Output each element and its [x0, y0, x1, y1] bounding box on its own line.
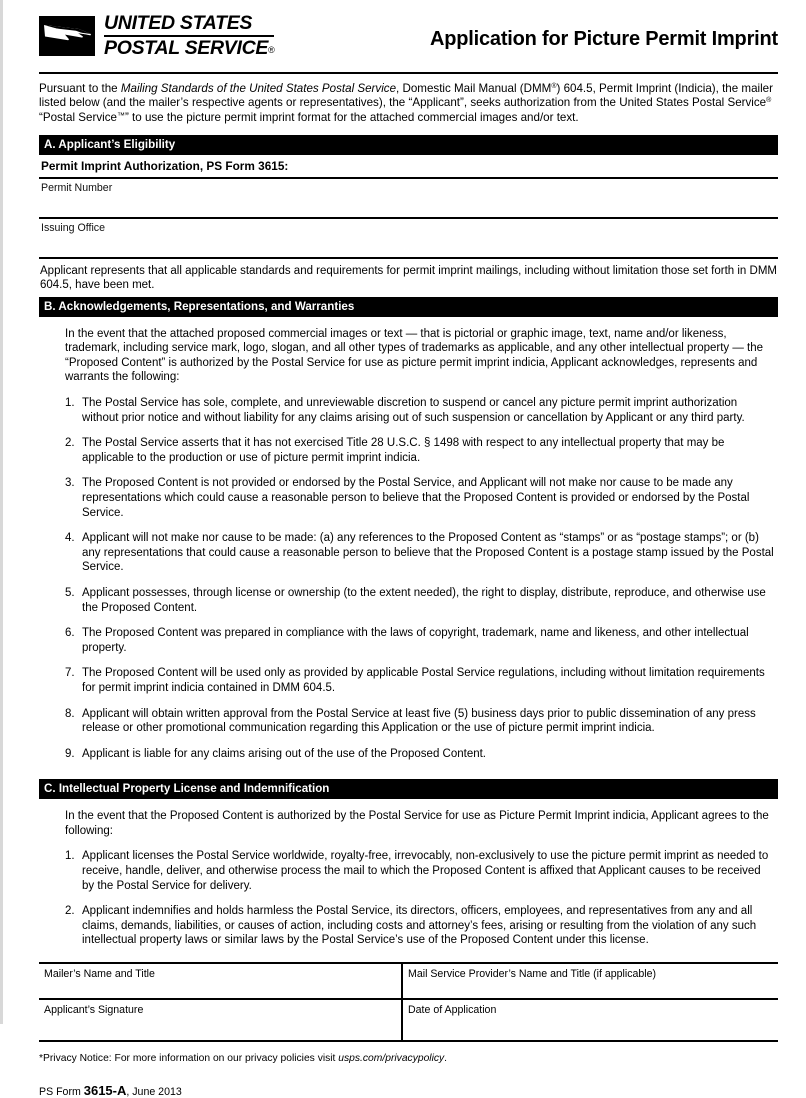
masthead	[39, 0, 778, 72]
intro-part-4: “Postal Service	[39, 110, 117, 124]
ps-form-identifier	[39, 1065, 778, 1098]
privacy-notice-prefix: *Privacy Notice: For more information on our privacy policies visit	[39, 1053, 339, 1065]
form-content	[39, 0, 778, 1098]
mailer-name-title-field[interactable]	[39, 964, 401, 998]
section-a-subhead: Permit Imprint Authorization, PS Form 3615:	[41, 159, 289, 174]
date-of-application-field[interactable]	[401, 1000, 778, 1040]
list-item-text: Applicant licenses the Postal Service worldwide, royalty-free, irrevocably, non-exclusively to use the picture permit imprint as needed to receive, handle, deliver, and otherwise process the mail to which the Proposed Content is affixed that Applicant causes to be received by the Postal Service for delivery.	[82, 850, 769, 892]
intro-part-1: Pursuant to the	[39, 82, 121, 95]
list-item	[65, 626, 776, 655]
list-item	[65, 666, 776, 695]
registered-mark: ®	[268, 44, 275, 55]
list-item	[65, 747, 776, 762]
intro-part-3: ) 604.5, Permit Imprint (Indicia), the mailer listed below (and the mailer’s respective agents or representatives), the “Applicant”, seeks authorization from the United States Postal Service	[39, 82, 773, 110]
list-item-number: 5.	[65, 586, 75, 599]
section-a-statement: Applicant represents that all applicable standards and requirements for permit imprint mailings, including without limitation those set forth in DMM 604.5, have been met.	[40, 265, 777, 292]
intro-paragraph	[39, 82, 778, 125]
list-item-text: Applicant possesses, through license or ownership (to the extent needed), the right to display, distribute, reproduce, and otherwise use the Proposed Content.	[82, 586, 766, 614]
list-item-text: Applicant will obtain written approval from the Postal Service at least five (5) business days prior to public dissemination of any press release or other promotional communication regarding this Application or the use of picture permit imprint indicia.	[82, 707, 756, 735]
registered-icon-usps: ®	[766, 97, 772, 105]
list-item	[65, 707, 776, 736]
usps-eagle-icon	[39, 16, 95, 56]
wordmark-line-1: UNITED STATES	[104, 14, 274, 37]
page-title: Application for Picture Permit Imprint	[430, 28, 778, 50]
provider-name-title-label: Mail Service Provider’s Name and Title (if applicable)	[408, 968, 657, 981]
mailer-name-title-label: Mailer’s Name and Title	[44, 968, 155, 981]
list-item-text: The Proposed Content will be used only as provided by applicable Postal Service regulations, including without limitation requirements for permit imprint indicia contained in DMM 604.5.	[82, 667, 765, 694]
masthead-rule	[39, 72, 778, 74]
permit-number-field[interactable]	[39, 177, 778, 217]
list-item-number: 2.	[65, 905, 75, 918]
issuing-office-label: Issuing Office	[41, 222, 105, 235]
section-c-list	[65, 849, 776, 948]
section-b-header: B. Acknowledgements, Representations, and Warranties	[39, 297, 778, 317]
intro-part-5: ” to use the picture permit imprint format for the attached commercial images and/or text.	[124, 110, 579, 124]
list-item	[65, 849, 776, 893]
permit-number-label: Permit Number	[41, 182, 113, 195]
wordmark-line-2: POSTAL SERVICE®	[104, 36, 275, 59]
table-row	[39, 964, 778, 998]
privacy-policy-link[interactable]: usps.com/privacypolicy	[338, 1053, 445, 1065]
list-item-number: 2.	[65, 437, 75, 450]
section-b-body	[39, 327, 778, 762]
usps-logo	[39, 14, 274, 58]
usps-wordmark	[104, 14, 274, 58]
list-item-text: Applicant indemnifies and holds harmless the Postal Service, its directors, officers, employees, and representatives from any and all claims, demands, liabilities, or causes of action, including costs and attorney’s fees, arising or resulting from the violation of any such intellectual property laws or similar laws by the Postal Service’s use of the Proposed Content under this license.	[82, 905, 757, 947]
list-item	[65, 904, 776, 948]
list-item-number: 4.	[65, 532, 75, 545]
section-c-body	[39, 809, 778, 948]
list-item-number: 1.	[65, 850, 75, 863]
ps-form-date: , June 2013	[126, 1086, 182, 1098]
list-item-text: Applicant will not make nor cause to be made: (a) any references to the Proposed Content as “stamps” or as “postage stamps”; or (b) any representations that could cause a reasonable person to believe that the Proposed Content is a postage stamp issued by the Postal Service.	[82, 532, 774, 574]
intro-italic-title: Mailing Standards of the United States Postal Service	[120, 82, 397, 95]
list-item-text: The Proposed Content is not provided or endorsed by the Postal Service, and Applicant will not make nor cause to be made any representations which could cause a reasonable person to believe that the Proposed Content is provided or endorsed by the Postal Service.	[82, 477, 750, 519]
trademark-icon: ™	[116, 110, 125, 120]
list-item	[65, 531, 776, 575]
registered-icon-dmm: ®	[551, 83, 557, 90]
section-b-intro: In the event that the attached proposed commercial images or text — that is pictorial or graphic image, text, name and/or likeness, trademark, including service mark, logo, slogan, and all other types of trademarks as applicable, and any other intellectual property — the “Proposed Content” is authorized by the Postal Service for use as picture permit imprint indicia, Applicant acknowledges, represents and warrants the following:	[65, 327, 764, 384]
privacy-notice-suffix: .	[444, 1053, 448, 1065]
section-c-header: C. Intellectual Property License and Indemnification	[39, 779, 778, 799]
list-item-number: 3.	[65, 477, 75, 490]
applicant-signature-label: Applicant’s Signature	[44, 1004, 144, 1017]
issuing-office-field[interactable]	[39, 217, 778, 259]
privacy-notice	[39, 1042, 778, 1065]
section-c-intro: In the event that the Proposed Content is authorized by the Postal Service for use as Picture Permit Imprint indicia, Applicant agrees to the following:	[65, 810, 769, 837]
section-a-header: A. Applicant’s Eligibility	[39, 135, 778, 155]
list-item-number: 6.	[65, 627, 75, 640]
list-item-number: 7.	[65, 667, 75, 680]
list-item-text: Applicant is liable for any claims arising out of the use of the Proposed Content.	[82, 747, 487, 760]
section-b-list	[65, 396, 776, 761]
list-item	[65, 436, 776, 465]
list-item-number: 8.	[65, 707, 75, 720]
applicant-signature-field[interactable]	[39, 1000, 401, 1040]
ps-form-number: 3615-A	[83, 1083, 127, 1098]
intro-part-2: , Domestic Mail Manual (DMM	[396, 82, 552, 95]
list-item-text: The Postal Service has sole, complete, and unreviewable discretion to suspend or cancel any picture permit imprint authorization without prior notice and without liability for any claims arising out of such suspension or cancellation by Applicant or any third party.	[82, 397, 745, 424]
list-item-number: 1.	[65, 397, 75, 409]
list-item-text: The Proposed Content was prepared in compliance with the laws of copyright, trademark, name and likeness, and other intellectual property.	[82, 627, 749, 654]
list-item	[65, 396, 776, 425]
provider-name-title-field[interactable]	[401, 964, 778, 998]
list-item	[65, 586, 776, 615]
list-item-text: The Postal Service asserts that it has not exercised Title 28 U.S.C. § 1498 with respect to any intellectual property that may be applicable to the production or use of picture permit imprint indicia.	[82, 437, 725, 464]
ps-form-prefix: PS Form	[39, 1086, 84, 1098]
signature-table	[39, 962, 778, 1042]
date-of-application-label: Date of Application	[408, 1004, 497, 1017]
list-item-number: 9.	[65, 747, 75, 760]
table-row	[39, 998, 778, 1040]
list-item	[65, 476, 776, 520]
